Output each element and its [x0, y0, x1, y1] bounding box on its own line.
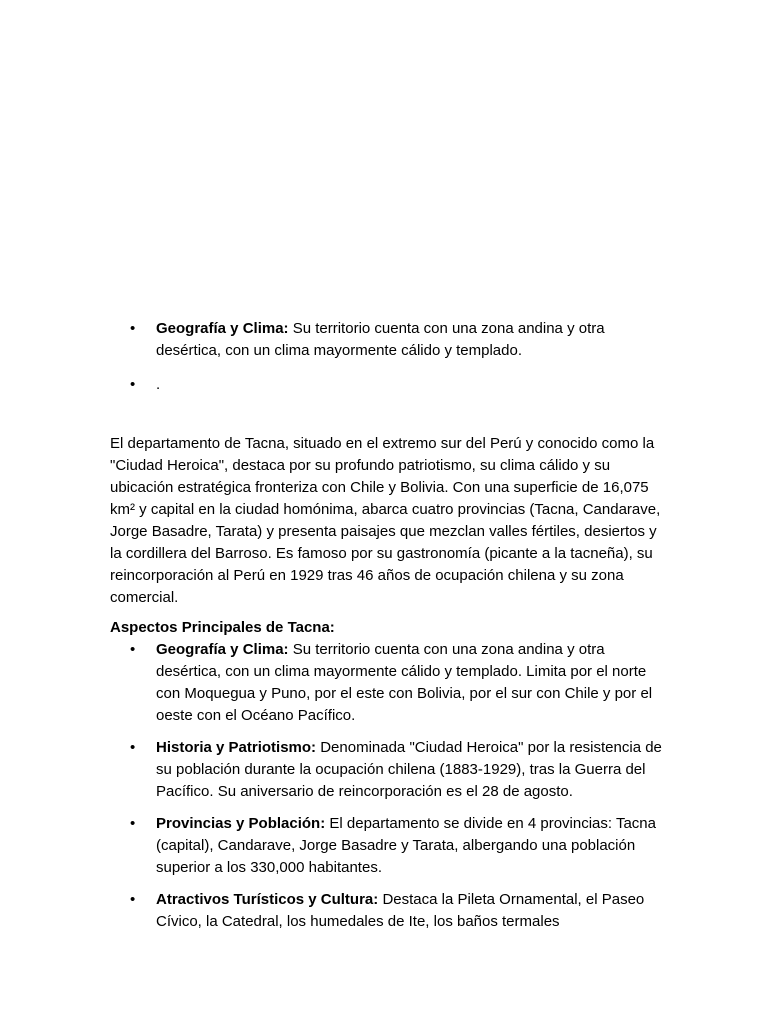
bullet-icon: • [130, 739, 136, 756]
list-item-text: Su territorio cuenta con una zona andina y otra desértica, con un clima mayormente cálido y templado. Limita por el norte con Moquegua y Puno, por el este con Bolivia, por el sur con Chile y por el oeste con el Océano Pacífico. [156, 641, 653, 724]
bullet-icon: • [130, 641, 136, 658]
bullet-icon: • [130, 891, 136, 908]
intro-paragraph: El departamento de Tacna, situado en el extremo sur del Perú y conocido como la "Ciudad Heroica", destaca por su profundo patriotismo, su clima cálido y su ubicación estratégica fronteriza con Chile y Bolivia. Con una superficie de 16,075 km² y capital en la ciudad homónima, abarca cuatro provincias (Tacna, Candarave, Jorge Basadre, Tarata) y presenta paisajes que mezclan valles fértiles, desiertos y la cordillera del Barroso. Es famoso por su gastronomía (picante a la tacneña), su reincorporación al Perú en 1929 tras 46 años de ocupación chilena y su zona comercial. [110, 435, 661, 606]
section-title: Aspectos Principales de Tacna: [110, 619, 335, 636]
list-item [110, 374, 630, 396]
list-item [110, 813, 670, 879]
list-item-heading: Geografía y Clima: [156, 320, 289, 337]
list-item-text: Su territorio cuenta con una zona andina y otra desértica, con un clima mayormente cálido y templado. [156, 320, 605, 359]
list-item [110, 737, 670, 803]
list-item-text: Denominada "Ciudad Heroica" por la resistencia de su población durante la ocupación chilena (1883-1929), tras la Guerra del Pacífico. Su aniversario de reincorporación es el 28 de agosto. [156, 739, 662, 800]
list-item-heading: Geografía y Clima: [156, 641, 289, 658]
list-item [110, 639, 670, 727]
list-item-text: . [156, 376, 161, 393]
list-item-heading: Atractivos Turísticos y Cultura: [156, 891, 379, 908]
list-item [110, 889, 670, 933]
list-item [110, 318, 630, 362]
list-item-text: El departamento se divide en 4 provincias: Tacna (capital), Candarave, Jorge Basadre y Tarata, albergando una población superior a los 330,000 habitantes. [156, 815, 656, 876]
bullet-icon: • [130, 815, 136, 832]
bullet-icon: • [130, 376, 136, 393]
bullet-icon: • [130, 320, 136, 337]
list-item-heading: Historia y Patriotismo: [156, 739, 317, 756]
list-item-text: Destaca la Pileta Ornamental, el Paseo Cívico, la Catedral, los humedales de Ite, los baños termales [156, 891, 645, 930]
main-bullet-list [110, 639, 670, 943]
top-bullet-list [110, 318, 630, 396]
list-item-heading: Provincias y Población: [156, 815, 326, 832]
